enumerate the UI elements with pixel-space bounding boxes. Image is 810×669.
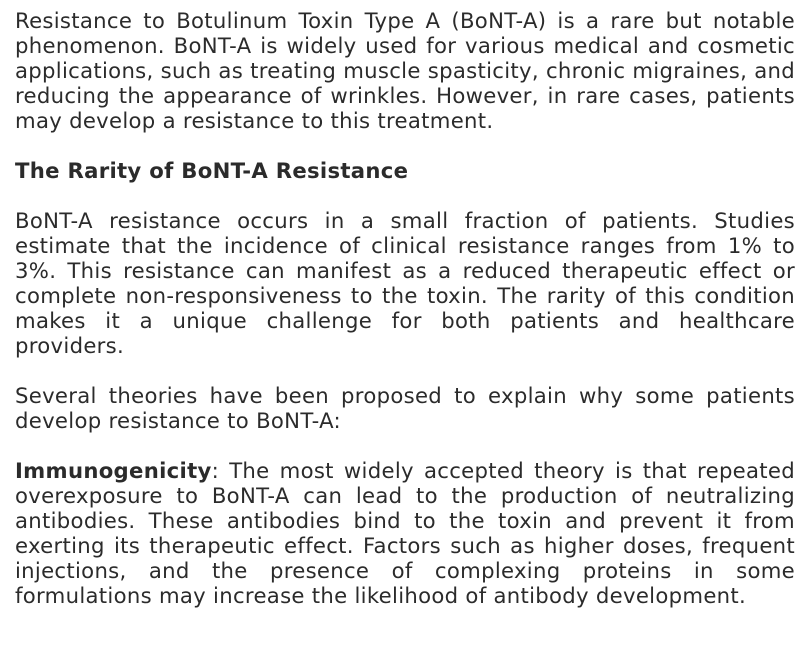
section-heading: The Rarity of BoNT-A Resistance xyxy=(15,158,409,183)
immunogenicity-paragraph xyxy=(15,458,795,608)
immunogenicity-term: Immunogenicity xyxy=(15,458,212,483)
theories-intro-paragraph: Several theories have been proposed to explain why some patients develop resistance to BoNT-A: xyxy=(15,383,795,433)
intro-paragraph: Resistance to Botulinum Toxin Type A (BoNT-A) is a rare but notable phenomenon. BoNT-A is widely used for various medical and cosmetic applications, such as treating muscle spasticity, chronic migraines, and reducing the appearance of wrinkles. However, in rare cases, patients may develop a resistance to this treatment. xyxy=(15,8,795,133)
incidence-paragraph: BoNT-A resistance occurs in a small fraction of patients. Studies estimate that the incidence of clinical resistance ranges from 1% to 3%. This resistance can manifest as a reduced therapeutic effect or complete non-responsiveness to the toxin. The rarity of this condition makes it a unique challenge for both patients and healthcare providers. xyxy=(15,208,795,358)
immunogenicity-text: : The most widely accepted theory is that repeated overexposure to BoNT-A can lead to the production of neutralizing antibodies. These antibodies bind to the toxin and prevent it from exerting its therapeutic effect. Factors such as higher doses, frequent injections, and the presence of complexing proteins in some formulations may increase the likelihood of antibody development. xyxy=(15,458,795,608)
